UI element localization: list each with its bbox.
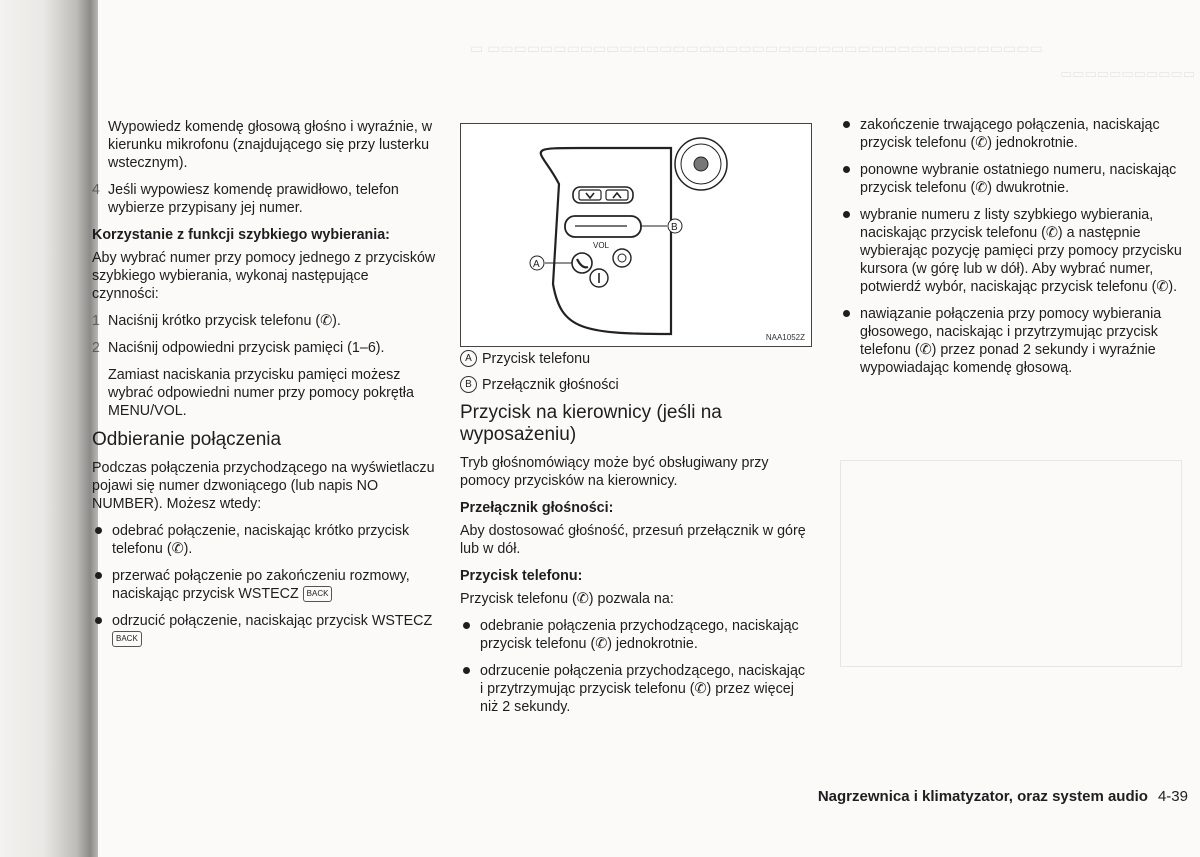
step-text: Jeśli wypowiesz komendę prawidłowo, telefon wybierze przypisany jej numer. [108,182,399,216]
bullet-text: odrzucić połączenie, naciskając przycisk WSTECZ [112,613,433,629]
legend-marker-b: B [460,376,477,393]
callout-label-b: B [671,222,678,233]
steering-wheel-hub-icon [694,157,708,171]
legend-item-a [460,350,810,368]
bullet-voice-dial [840,305,1190,377]
column-right [840,116,1190,386]
paragraph-speed-dial: Aby wybrać numer przy pomocy jednego z przycisków szybkiego wybierania, wykonaj następujące czynności: [92,250,436,302]
vol-label: VOL [593,241,610,250]
cursor-up-button [606,190,628,200]
paragraph-receiving-call: Podczas połączenia przychodzącego na wyświetlaczu pojawi się numer dzwoniącego (lub napis NO NUMBER). Możesz wtedy: [92,460,435,512]
bullet-text: wybranie numeru z listy szybkiego wybierania, naciskając przycisk telefonu (✆) a następnie wybierając pozycję pamięci przy pomocy przycisku kursora (w górę lub w dół). Aby wybrać numer, potwierdź wybór, naciskając przycisk telefonu (✆). [860,207,1182,295]
callout-label-a: A [533,259,540,270]
column-left [92,118,438,657]
subheading-volume-switch: Przełącznik głośności: [460,500,614,516]
figure-code: NAA1052Z [765,333,805,342]
bullet-text: odebranie połączenia przychodzącego, naciskając przycisk telefonu (✆) jednokrotnie. [480,618,799,652]
legend-item-b [460,376,810,394]
bullet-text: zakończenie trwającego połączenia, naciskając przycisk telefonu (✆) jednokrotnie. [860,117,1160,151]
legend-marker-a: A [460,350,477,367]
step-4 [92,181,438,217]
legend-text-b: Przełącznik głośności [482,377,619,393]
column-middle [460,346,810,725]
paragraph-phone-button: Przycisk telefonu (✆) pozwala na: [460,591,674,607]
bullet-end-ongoing [840,116,1190,152]
page-footer [818,788,1188,805]
phone-icon [577,259,588,267]
bullet-answer-incoming [460,617,810,653]
voice-icon [618,254,626,262]
chevron-up-icon [613,193,621,198]
voice-button [613,249,631,267]
step-number: 2 [92,340,100,356]
bullet-speed-dial-list [840,206,1190,296]
bullet-text: ponowne wybranie ostatniego numeru, naciskając przycisk telefonu (✆) dwukrotnie. [860,162,1177,196]
bullet-text: nawiązanie połączenia przy pomocy wybierania głosowego, naciskając i przytrzymując przycisk telefonu (✆) przez ponad 2 sekundy i wyraźnie wypowiadając komendę głosową. [860,306,1162,376]
cursor-switch-outline [573,187,633,203]
paragraph-handsfree: Tryb głośnomówiący może być obsługiwany przy pomocy przycisków na kierownicy. [460,455,769,489]
bleed-through-text: ▭▭▭▭▭▭▭▭▭▭▭ [1060,66,1196,81]
bullet-text: odrzucenie połączenia przychodzącego, naciskając i przytrzymując przycisk telefonu (✆) przez więcej niż 2 sekundy. [480,663,806,715]
bullet-end-call [92,567,438,603]
paragraph-volume: Aby dostosować głośność, przesuń przełącznik w górę lub w dół. [460,523,806,557]
step-text: Naciśnij krótko przycisk telefonu (✆). [108,313,341,329]
step-text: Naciśnij odpowiedni przycisk pamięci (1–6). [108,340,385,356]
step-2 [92,339,438,357]
bleed-through-text: ▭ ▭▭▭▭▭▭▭▭▭▭▭▭▭▭▭▭▭▭▭▭▭▭▭▭▭▭▭▭▭▭▭▭▭▭▭▭▭▭▭▭▭▭ [470,40,1043,56]
chevron-down-icon [586,193,594,198]
paragraph-voice-command: Wypowiedz komendę głosową głośno i wyraźnie, w kierunku mikrofonu (znajdującego się przy lusterku wstecznym). [108,119,433,171]
bleed-through-box [840,460,1182,667]
step-number: 4 [92,182,100,198]
phone-button [572,253,592,273]
back-button-icon: BACK [112,631,142,647]
subheading-phone-button: Przycisk telefonu: [460,568,583,584]
page-number: 4-39 [1157,788,1188,805]
bullet-reject-call [92,612,438,648]
bullet-text: odebrać połączenie, naciskając krótko przycisk telefonu (✆). [112,523,410,557]
bullet-redial [840,161,1190,197]
steering-controls-illustration [461,124,811,346]
section-title-steering-button: Przycisk na kierownicy (jeśli na wyposażeniu) [460,402,722,445]
section-title-receiving-call: Odbieranie połączenia [92,429,282,450]
steering-wheel-controls-figure [460,123,812,347]
bullet-text: przerwać połączenie po zakończeniu rozmowy, naciskając przycisk WSTECZ [112,568,410,602]
bullet-reject-incoming [460,662,810,716]
paragraph-menu-vol: Zamiast naciskania przycisku pamięci możesz wybrać odpowiedni numer przy pomocy pokrętła MENU/VOL. [108,367,414,419]
footer-section-title: Nagrzewnica i klimatyzator, oraz system audio [817,788,1148,805]
legend-text-a: Przycisk telefonu [482,351,591,367]
step-number: 1 [92,313,100,329]
heading-speed-dial: Korzystanie z funkcji szybkiego wybierania: [92,227,390,243]
back-button-icon: BACK [303,586,333,602]
bullet-answer-call [92,522,438,558]
step-1 [92,312,438,330]
page-gutter-shadow [0,0,98,857]
